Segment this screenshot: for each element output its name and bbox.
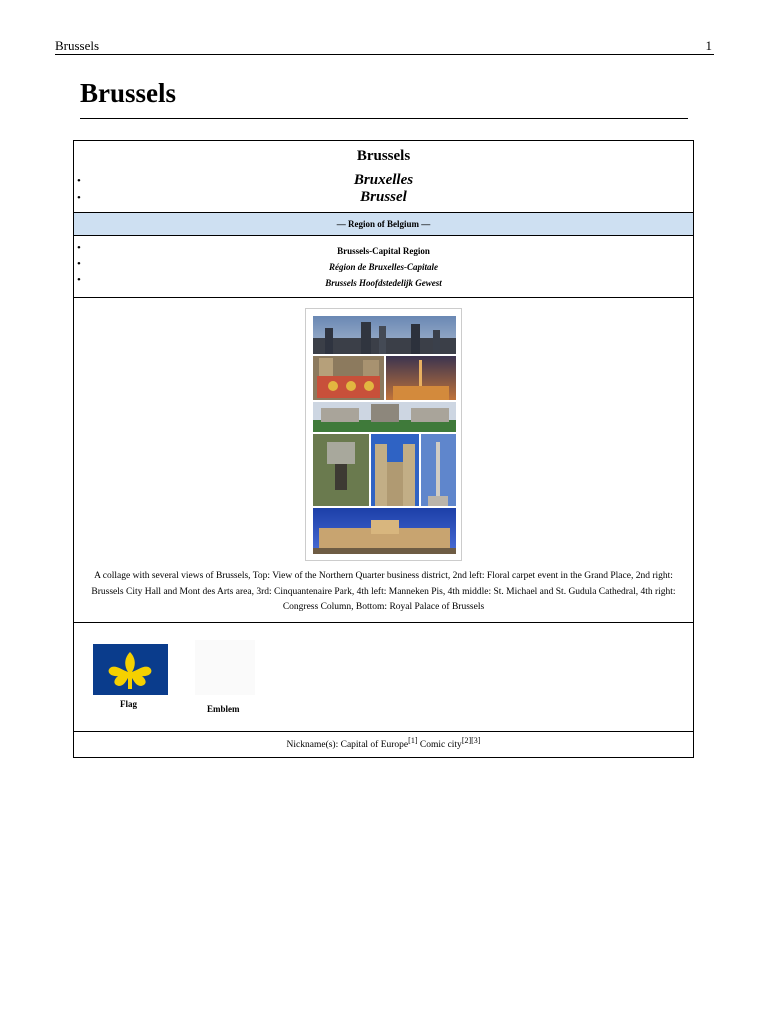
citation-ref[interactable]: [2][3] (461, 736, 481, 745)
native-name-french: Bruxelles (353, 172, 414, 188)
collage-caption: A collage with several views of Brussels, Top: View of the Northern Quarter business district, 2nd left: Floral carpet event in the Grand Place, 2nd right: Brussels City Hall and Mont des Arts area, 3rd: Cinquantenaire Park, 4th left: Manneken Pis, 4th middle: St. Michael and St. Gudula Cathedral, 4th right: Congress Column, Bottom: Royal Palace of Brussels (91, 571, 676, 612)
flag-label: Flag (120, 699, 137, 709)
emblem-label: Emblem (207, 704, 240, 714)
official-name-row (74, 273, 693, 291)
emblem-image (195, 640, 255, 695)
official-name-english: Brussels-Capital Region (337, 246, 430, 256)
bullet: • (77, 242, 81, 254)
bullet: • (77, 274, 81, 286)
bullet: • (77, 175, 81, 187)
native-name-row (74, 188, 693, 206)
infobox (73, 140, 694, 758)
page-title: Brussels (80, 78, 177, 108)
collage-frame (305, 308, 462, 561)
native-name-row (74, 171, 693, 189)
divider (74, 297, 693, 298)
citation-ref[interactable]: [1] (408, 736, 418, 745)
divider (74, 622, 693, 623)
bullet: • (77, 192, 81, 204)
nickname-text: Nickname(s): Capital of Europe (286, 740, 409, 751)
running-header (55, 38, 714, 55)
native-name-dutch: Brussel (360, 189, 407, 205)
page-number: 1 (705, 38, 712, 53)
title-rule (80, 118, 688, 119)
iris-flag-icon (93, 644, 168, 695)
nickname-row (74, 736, 693, 750)
region-type: — Region of Belgium — (336, 219, 431, 229)
bullet: • (77, 258, 81, 270)
region-bar (74, 212, 693, 236)
running-header-title: Brussels (55, 38, 100, 53)
flag-image (93, 644, 168, 695)
official-name-french: Région de Bruxelles-Capitale (329, 262, 438, 272)
infobox-title: Brussels (356, 148, 411, 164)
nickname-text: Comic city (417, 740, 462, 751)
divider (74, 731, 693, 732)
city-collage-image (313, 316, 456, 554)
official-name-dutch: Brussels Hoofdstedelijk Gewest (325, 278, 442, 288)
